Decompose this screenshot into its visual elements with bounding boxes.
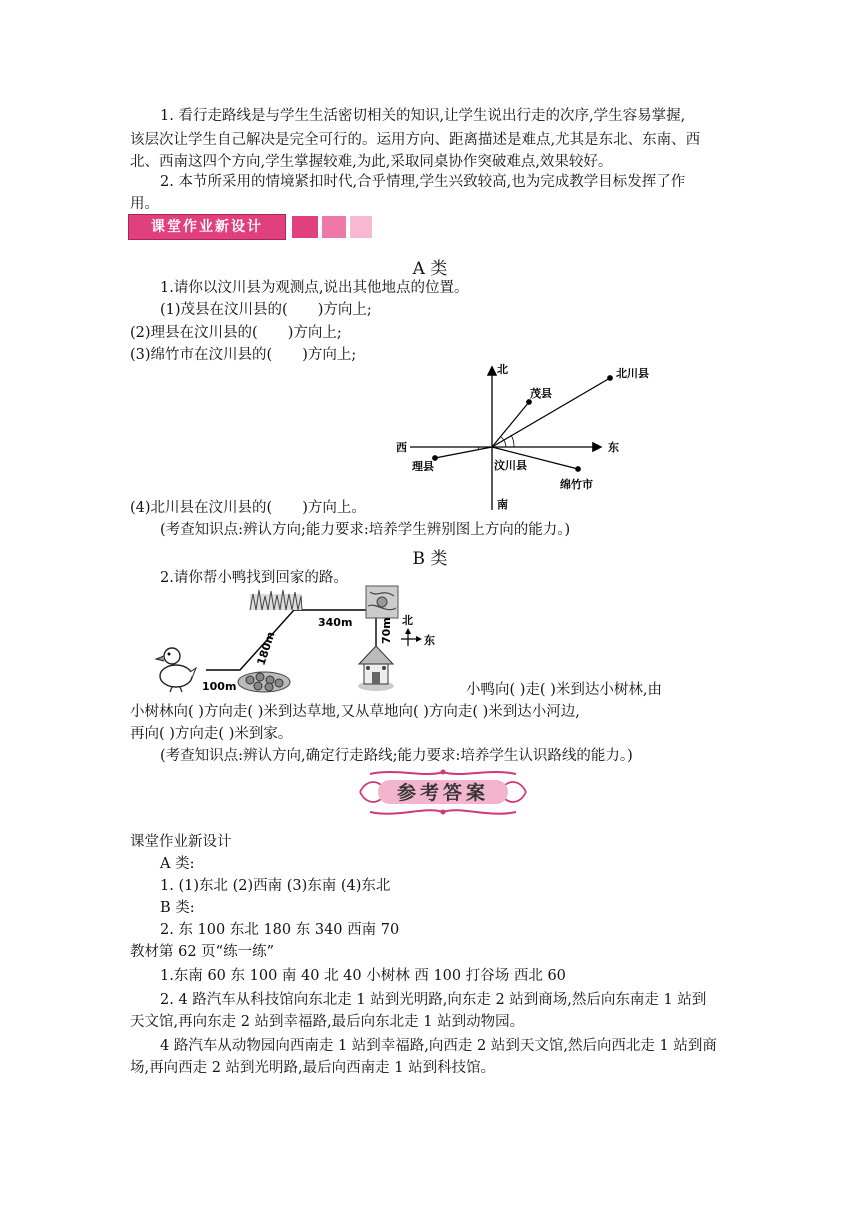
- q1-1-text-a: (1)茂县在汶川县的(: [160, 302, 288, 318]
- answers-title: 课堂作业新设计: [130, 834, 232, 850]
- textbook-title: 教材第 62 页“练一练”: [130, 944, 274, 960]
- mini-north-label: 北: [402, 614, 413, 627]
- distance-70m: 70m: [380, 617, 393, 644]
- wenchuan-label: 汶川县: [494, 459, 527, 472]
- section-banner: 课堂作业新设计: [128, 214, 286, 240]
- section-b-note: (考查知识点:辨认方向,确定行走路线;能力要求:培养学生认识路线的能力。): [160, 748, 633, 764]
- section-a-heading: A 类: [412, 259, 448, 279]
- textbook-answer-2-line2: 天文馆,再向东走 2 站到幸福路,最后向东北走 1 站到动物园。: [130, 1014, 525, 1030]
- angle-arc: [511, 435, 514, 447]
- intro-p1-line1: 1. 看行走路线是与学生生活密切相关的知识,让学生说出行走的次序,学生容易掌握,: [160, 108, 686, 124]
- distance-180m: 180m: [254, 630, 278, 667]
- answer-ornament: [356, 766, 530, 818]
- south-label: 南: [497, 498, 508, 511]
- question-1-3: [130, 345, 356, 365]
- answers-a: 1. (1)东北 (2)西南 (3)东南 (4)东北: [160, 878, 391, 894]
- q1-4-text-b: )方向上。: [302, 500, 366, 516]
- beichuan-label: 北川县: [616, 367, 649, 380]
- intro-p2-line1: 2. 本节所采用的情境紧扣时代,合乎情理,学生兴致较高,也为完成教学目标发挥了作: [160, 174, 686, 190]
- question-2: 2.请你帮小鸭找到回家的路。: [160, 570, 348, 586]
- mini-east-label: 东: [424, 634, 435, 647]
- q1-4-text-a: (4)北川县在汶川县的(: [130, 500, 273, 516]
- distance-100m: 100m: [202, 680, 237, 693]
- intro-p2-line2: 用。: [130, 196, 159, 212]
- grass-image: [250, 590, 302, 610]
- intro-p1-line3: 北、西南这四个方向,学生掌握较难,为此,采取同桌协作突破难点,效果较好。: [130, 154, 613, 170]
- lixian-label: 理县: [412, 460, 434, 473]
- question-1-4: [130, 498, 366, 518]
- maoxian-label: 茂县: [530, 387, 552, 400]
- textbook-answer-1: 1.东南 60 东 100 南 40 北 40 小树林 西 100 打谷场 西北 60: [160, 968, 566, 984]
- question-1-1: [160, 300, 372, 320]
- duck-image: [156, 648, 196, 692]
- angle-arc: [501, 437, 506, 447]
- q1-3-text-b: )方向上;: [302, 347, 357, 363]
- question-2-line1: 小鸭向( )走( )米到达小树林,由: [466, 682, 662, 698]
- intro-p1-line2: 该层次让学生自己解决是完全可行的。运用方向、距离描述是难点,尤其是东北、东南、西: [130, 132, 701, 148]
- textbook-answer-3-line1: 4 路汽车从动物园向西南走 1 站到幸福路,向西走 2 站到天文馆,然后向西北走 1 站到商: [160, 1038, 717, 1054]
- compass-diagram: [390, 360, 649, 520]
- distance-340m: 340m: [318, 616, 353, 629]
- q1-1-text-b: )方向上;: [317, 302, 372, 318]
- river-image: [366, 586, 398, 618]
- textbook-answer-2-line1: 2. 4 路汽车从科技馆向东北走 1 站到光明路,向东走 2 站到商场,然后向东南走 1 站到: [160, 992, 707, 1008]
- q1-2-text-b: )方向上;: [287, 325, 342, 341]
- maoxian-ray: [492, 402, 529, 447]
- west-label: 西: [396, 441, 407, 454]
- q1-2-text-a: (2)理县在汶川县的(: [130, 325, 258, 341]
- question-2-line3: 再向( )方向走( )米到家。: [130, 726, 293, 742]
- question-1-2: [130, 323, 342, 343]
- ornament-title: 参考答案: [396, 782, 490, 804]
- woods-image: [238, 672, 290, 692]
- banner-square-1: [292, 216, 318, 238]
- mini-compass: [401, 628, 422, 646]
- question-1: 1.请你以汶川县为观测点,说出其他地点的位置。: [160, 280, 469, 296]
- section-b-heading: B 类: [412, 549, 448, 569]
- answers-b: 2. 东 100 东北 180 东 340 西南 70: [160, 922, 400, 938]
- east-label: 东: [608, 441, 619, 454]
- mianzhu-label: 绵竹市: [560, 478, 593, 491]
- banner-square-2: [322, 216, 346, 238]
- q1-3-text-a: (3)绵竹市在汶川县的(: [130, 347, 273, 363]
- answers-a-label: A 类:: [160, 856, 195, 872]
- north-label: 北: [497, 363, 508, 376]
- route-diagram: [150, 584, 440, 698]
- banner-square-3: [350, 216, 372, 238]
- question-2-line2: 小树林向( )方向走( )米到达草地,又从草地向( )方向走( )米到达小河边,: [130, 704, 580, 720]
- answers-b-label: B 类:: [160, 900, 195, 916]
- textbook-answer-3-line2: 场,再向西走 2 站到光明路,最后向西南走 1 站到科技馆。: [130, 1060, 496, 1076]
- house-image: [358, 646, 394, 691]
- section-a-note: (考查知识点:辨认方向;能力要求:培养学生辨别图上方向的能力。): [160, 522, 571, 538]
- lixian-ray: [435, 447, 492, 458]
